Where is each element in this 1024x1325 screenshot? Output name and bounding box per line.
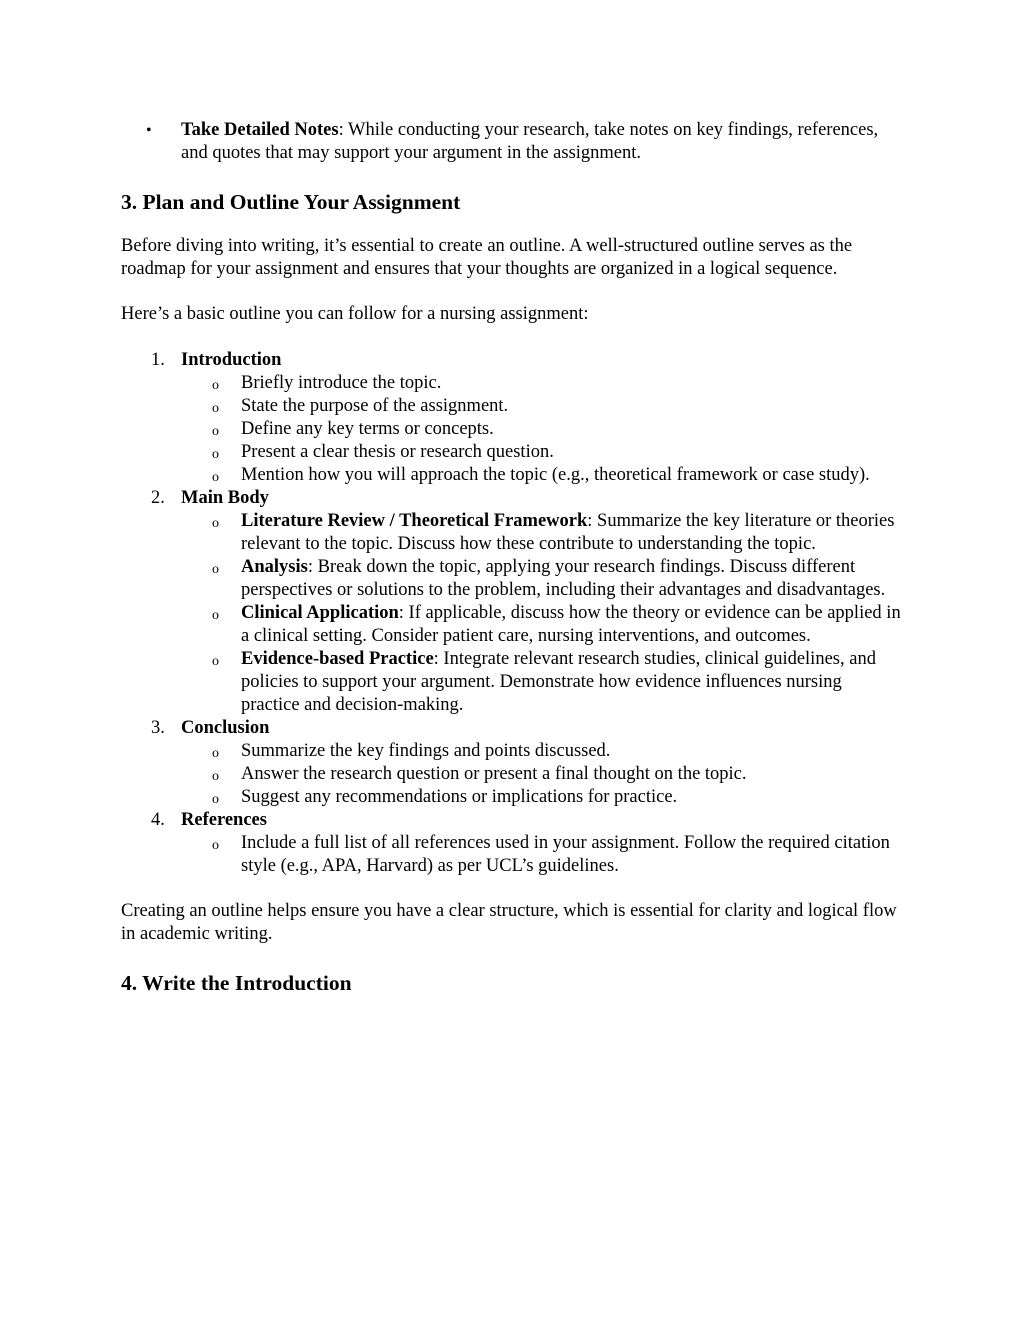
sub-item-text: Present a clear thesis or research question.	[241, 442, 554, 462]
sub-item-text: Summarize the key findings and points discussed.	[241, 741, 611, 761]
circle-bullet-icon: o	[212, 792, 219, 807]
outline-section	[121, 809, 902, 878]
sub-item-bold-label: Literature Review / Theoretical Framework	[241, 511, 588, 531]
outline-sub-list	[181, 832, 902, 878]
circle-bullet-icon: o	[212, 401, 219, 416]
sub-item-text: State the purpose of the assignment.	[241, 396, 509, 416]
sub-item-text: Define any key terms or concepts.	[241, 419, 494, 439]
sub-item-bold-label: Analysis	[241, 557, 308, 577]
section-4-heading: 4. Write the Introduction	[121, 971, 352, 995]
outline-sub-list	[181, 372, 902, 487]
circle-bullet-icon: o	[212, 447, 219, 462]
outline-section-title: Conclusion	[181, 718, 270, 738]
outline-number: 1.	[151, 350, 165, 370]
sub-item-text: Suggest any recommendations or implications for practice.	[241, 787, 678, 807]
list-item	[181, 648, 902, 717]
notes-bullet-list	[121, 119, 902, 165]
bullet-text: : While conducting your research, take notes on key findings, references, and quotes that may support your argument in the assignment.	[181, 120, 879, 163]
bullet-bold-label: Take Detailed Notes	[181, 120, 339, 140]
circle-bullet-icon: o	[212, 470, 219, 485]
circle-bullet-icon: o	[212, 562, 219, 577]
outline-section	[121, 349, 902, 487]
outline-section-title: Main Body	[181, 488, 269, 508]
circle-bullet-icon: o	[212, 838, 219, 853]
outline-number: 4.	[151, 810, 165, 830]
list-item	[181, 763, 902, 786]
section-3-paragraph-2: Here’s a basic outline you can follow for a nursing assignment:	[121, 304, 589, 324]
closing-paragraph: Creating an outline helps ensure you have a clear structure, which is essential for clarity and logical flow in academic writing.	[121, 901, 897, 944]
circle-bullet-icon: o	[212, 608, 219, 623]
section-3-paragraph-1: Before diving into writing, it’s essential to create an outline. A well-structured outline serves as the roadmap for your assignment and ensures that your thoughts are organized in a logical sequence.	[121, 236, 853, 279]
circle-bullet-icon: o	[212, 654, 219, 669]
list-item	[181, 395, 902, 418]
outline-sub-list	[181, 510, 902, 717]
circle-bullet-icon: o	[212, 746, 219, 761]
circle-bullet-icon: o	[212, 378, 219, 393]
sub-item-text: Briefly introduce the topic.	[241, 373, 442, 393]
list-item	[181, 602, 902, 648]
sub-item-text: : Integrate relevant research studies, clinical guidelines, and policies to support your argument. Demonstrate how evidence influences nursing practice and decision-making.	[241, 649, 876, 715]
circle-bullet-icon: o	[212, 516, 219, 531]
list-item	[181, 418, 902, 441]
sub-item-text: Mention how you will approach the topic (e.g., theoretical framework or case study).	[241, 465, 870, 485]
list-item	[181, 510, 902, 556]
sub-item-text: : Break down the topic, applying your research findings. Discuss different perspectives or solutions to the problem, including their advantages and disadvantages.	[241, 557, 886, 600]
assignment-outline-list	[121, 349, 902, 878]
outline-section	[121, 487, 902, 717]
sub-item-bold-label: Clinical Application	[241, 603, 399, 623]
outline-sub-list	[181, 740, 902, 809]
list-item	[181, 786, 902, 809]
outline-section	[121, 717, 902, 809]
list-item	[181, 464, 902, 487]
list-item	[181, 372, 902, 395]
list-item	[181, 740, 902, 763]
sub-item-text: : Summarize the key literature or theories relevant to the topic. Discuss how these contribute to understanding the topic.	[241, 511, 895, 554]
outline-number: 2.	[151, 488, 165, 508]
sub-item-text: : If applicable, discuss how the theory or evidence can be applied in a clinical setting. Consider patient care, nursing interventions, and outcomes.	[241, 603, 901, 646]
list-item	[121, 119, 902, 165]
list-item	[181, 832, 902, 878]
outline-number: 3.	[151, 718, 165, 738]
outline-section-title: Introduction	[181, 350, 282, 370]
sub-item-bold-label: Evidence-based Practice	[241, 649, 434, 669]
outline-section-title: References	[181, 810, 267, 830]
list-item	[181, 556, 902, 602]
section-3-heading: 3. Plan and Outline Your Assignment	[121, 190, 461, 214]
list-item	[181, 441, 902, 464]
sub-item-text: Include a full list of all references used in your assignment. Follow the required citation style (e.g., APA, Harvard) as per UCL’s guidelines.	[241, 833, 890, 876]
circle-bullet-icon: o	[212, 769, 219, 784]
sub-item-text: Answer the research question or present a final thought on the topic.	[241, 764, 747, 784]
bullet-icon: •	[146, 122, 152, 139]
circle-bullet-icon: o	[212, 424, 219, 439]
